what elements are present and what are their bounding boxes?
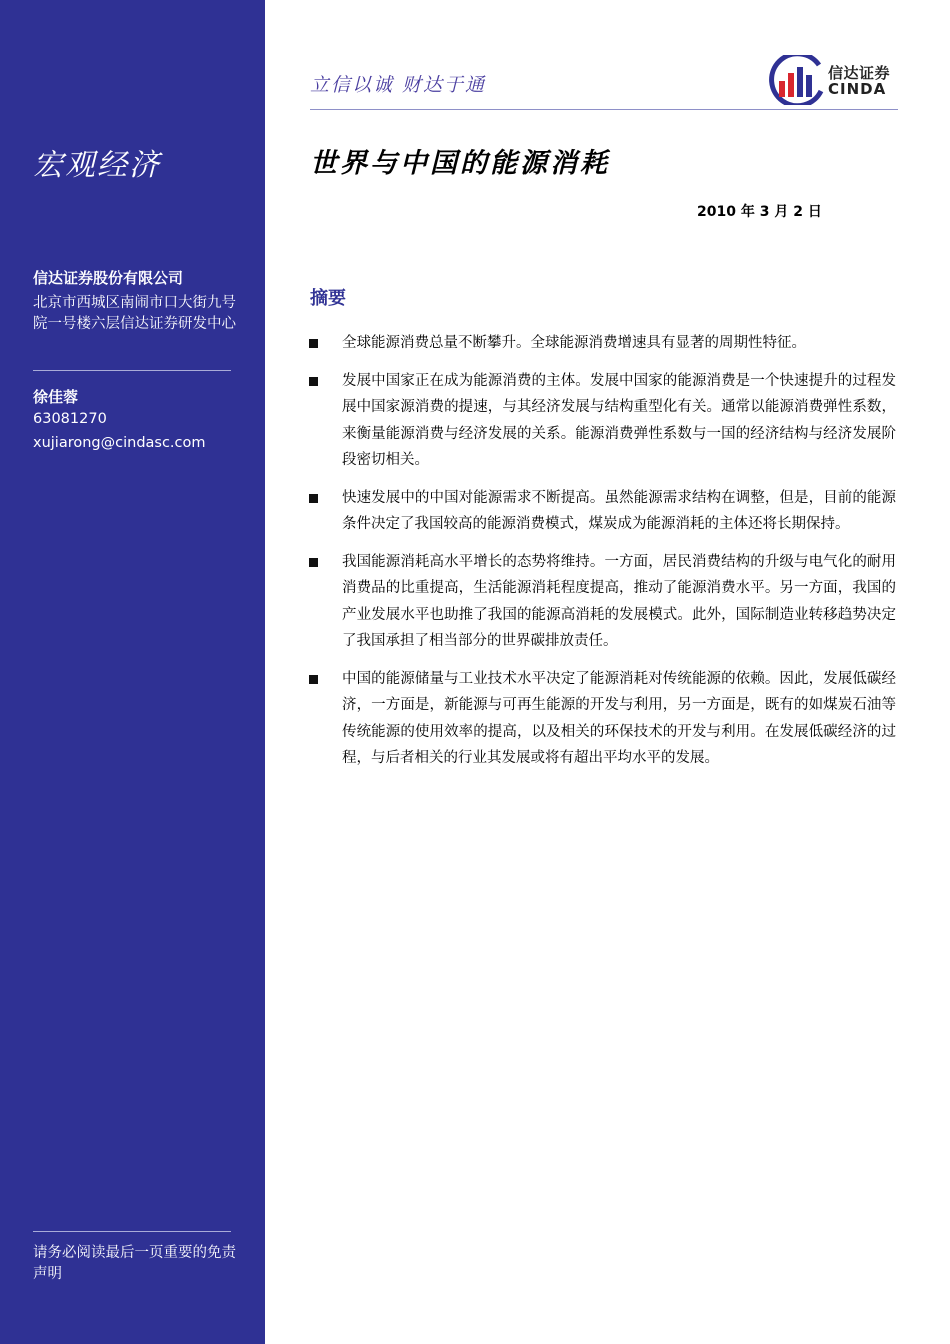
square-bullet-icon [309, 675, 318, 684]
sidebar-divider-bottom [33, 1231, 231, 1232]
list-item [306, 666, 896, 772]
logo-text-en: CINDA [828, 80, 887, 98]
square-bullet-icon [309, 558, 318, 567]
sidebar [0, 0, 265, 1344]
list-item-text: 中国的能源储量与工业技术水平决定了能源消耗对传统能源的依赖。因此，发展低碳经济，一方面是，新能源与可再生能源的开发与利用，另一方面是，既有的如煤炭石油等传统能源的使用效率的提高，以及相关的环保技术的开发与利用。在发展低碳经济的过程，与后者相关的行业其发展或将有超出平均水平的发展。 [342, 670, 896, 766]
analyst-name: 徐佳蓉 [33, 388, 79, 406]
analyst-phone: 63081270 [33, 411, 107, 427]
list-item [306, 330, 896, 357]
list-item [306, 485, 896, 538]
list-item-text: 全球能源消费总量不断攀升。全球能源消费增速具有显著的周期性特征。 [342, 335, 806, 351]
header-rule [310, 109, 898, 110]
sidebar-divider [33, 370, 231, 371]
cinda-logo-icon [765, 55, 827, 105]
abstract-heading: 摘要 [310, 288, 346, 309]
square-bullet-icon [309, 377, 318, 386]
report-title: 世界与中国的能源消耗 [310, 148, 610, 179]
company-address: 北京市西城区南闹市口大街九号院一号楼六层信达证券研发中心 [33, 295, 236, 332]
square-bullet-icon [309, 339, 318, 348]
list-item-text: 快速发展中的中国对能源需求不断提高。虽然能源需求结构在调整，但是，目前的能源条件决定了我国较高的能源消费模式，煤炭成为能源消耗的主体还将长期保持。 [342, 489, 896, 532]
list-item-text: 发展中国家正在成为能源消费的主体。发展中国家的能源消费是一个快速提升的过程发展中国家源消费的提速，与其经济发展与结构重型化有关。通常以能源消费弹性系数，来衡量能源消费与经济发展的关系。能源消费弹性系数与一国的经济结构与经济发展阶段密切相关。 [342, 372, 896, 468]
analyst-email[interactable]: xujiarong@cindasc.com [33, 435, 206, 451]
report-date: 2010 年 3 月 2 日 [697, 204, 822, 220]
company-slogan: 立信以诚 财达于通 [310, 74, 487, 96]
report-category: 宏观经济 [33, 148, 161, 183]
list-item [306, 549, 896, 655]
disclaimer-note: 请务必阅读最后一页重要的免责声明 [33, 1245, 236, 1282]
square-bullet-icon [309, 494, 318, 503]
company-logo [765, 55, 900, 105]
list-item-text: 我国能源消耗高水平增长的态势将维持。一方面，居民消费结构的升级与电气化的耐用消费品的比重提高，生活能源消耗程度提高，推动了能源消费水平。另一方面，我国的产业发展水平也助推了我国的能源高消耗的发展模式。此外，国际制造业转移趋势决定了我国承担了相当部分的世界碳排放责任。 [342, 553, 896, 649]
abstract-list [306, 330, 896, 783]
list-item [306, 368, 896, 474]
company-name: 信达证券股份有限公司 [33, 269, 184, 287]
logo-text-cn: 信达证券 [828, 64, 891, 82]
